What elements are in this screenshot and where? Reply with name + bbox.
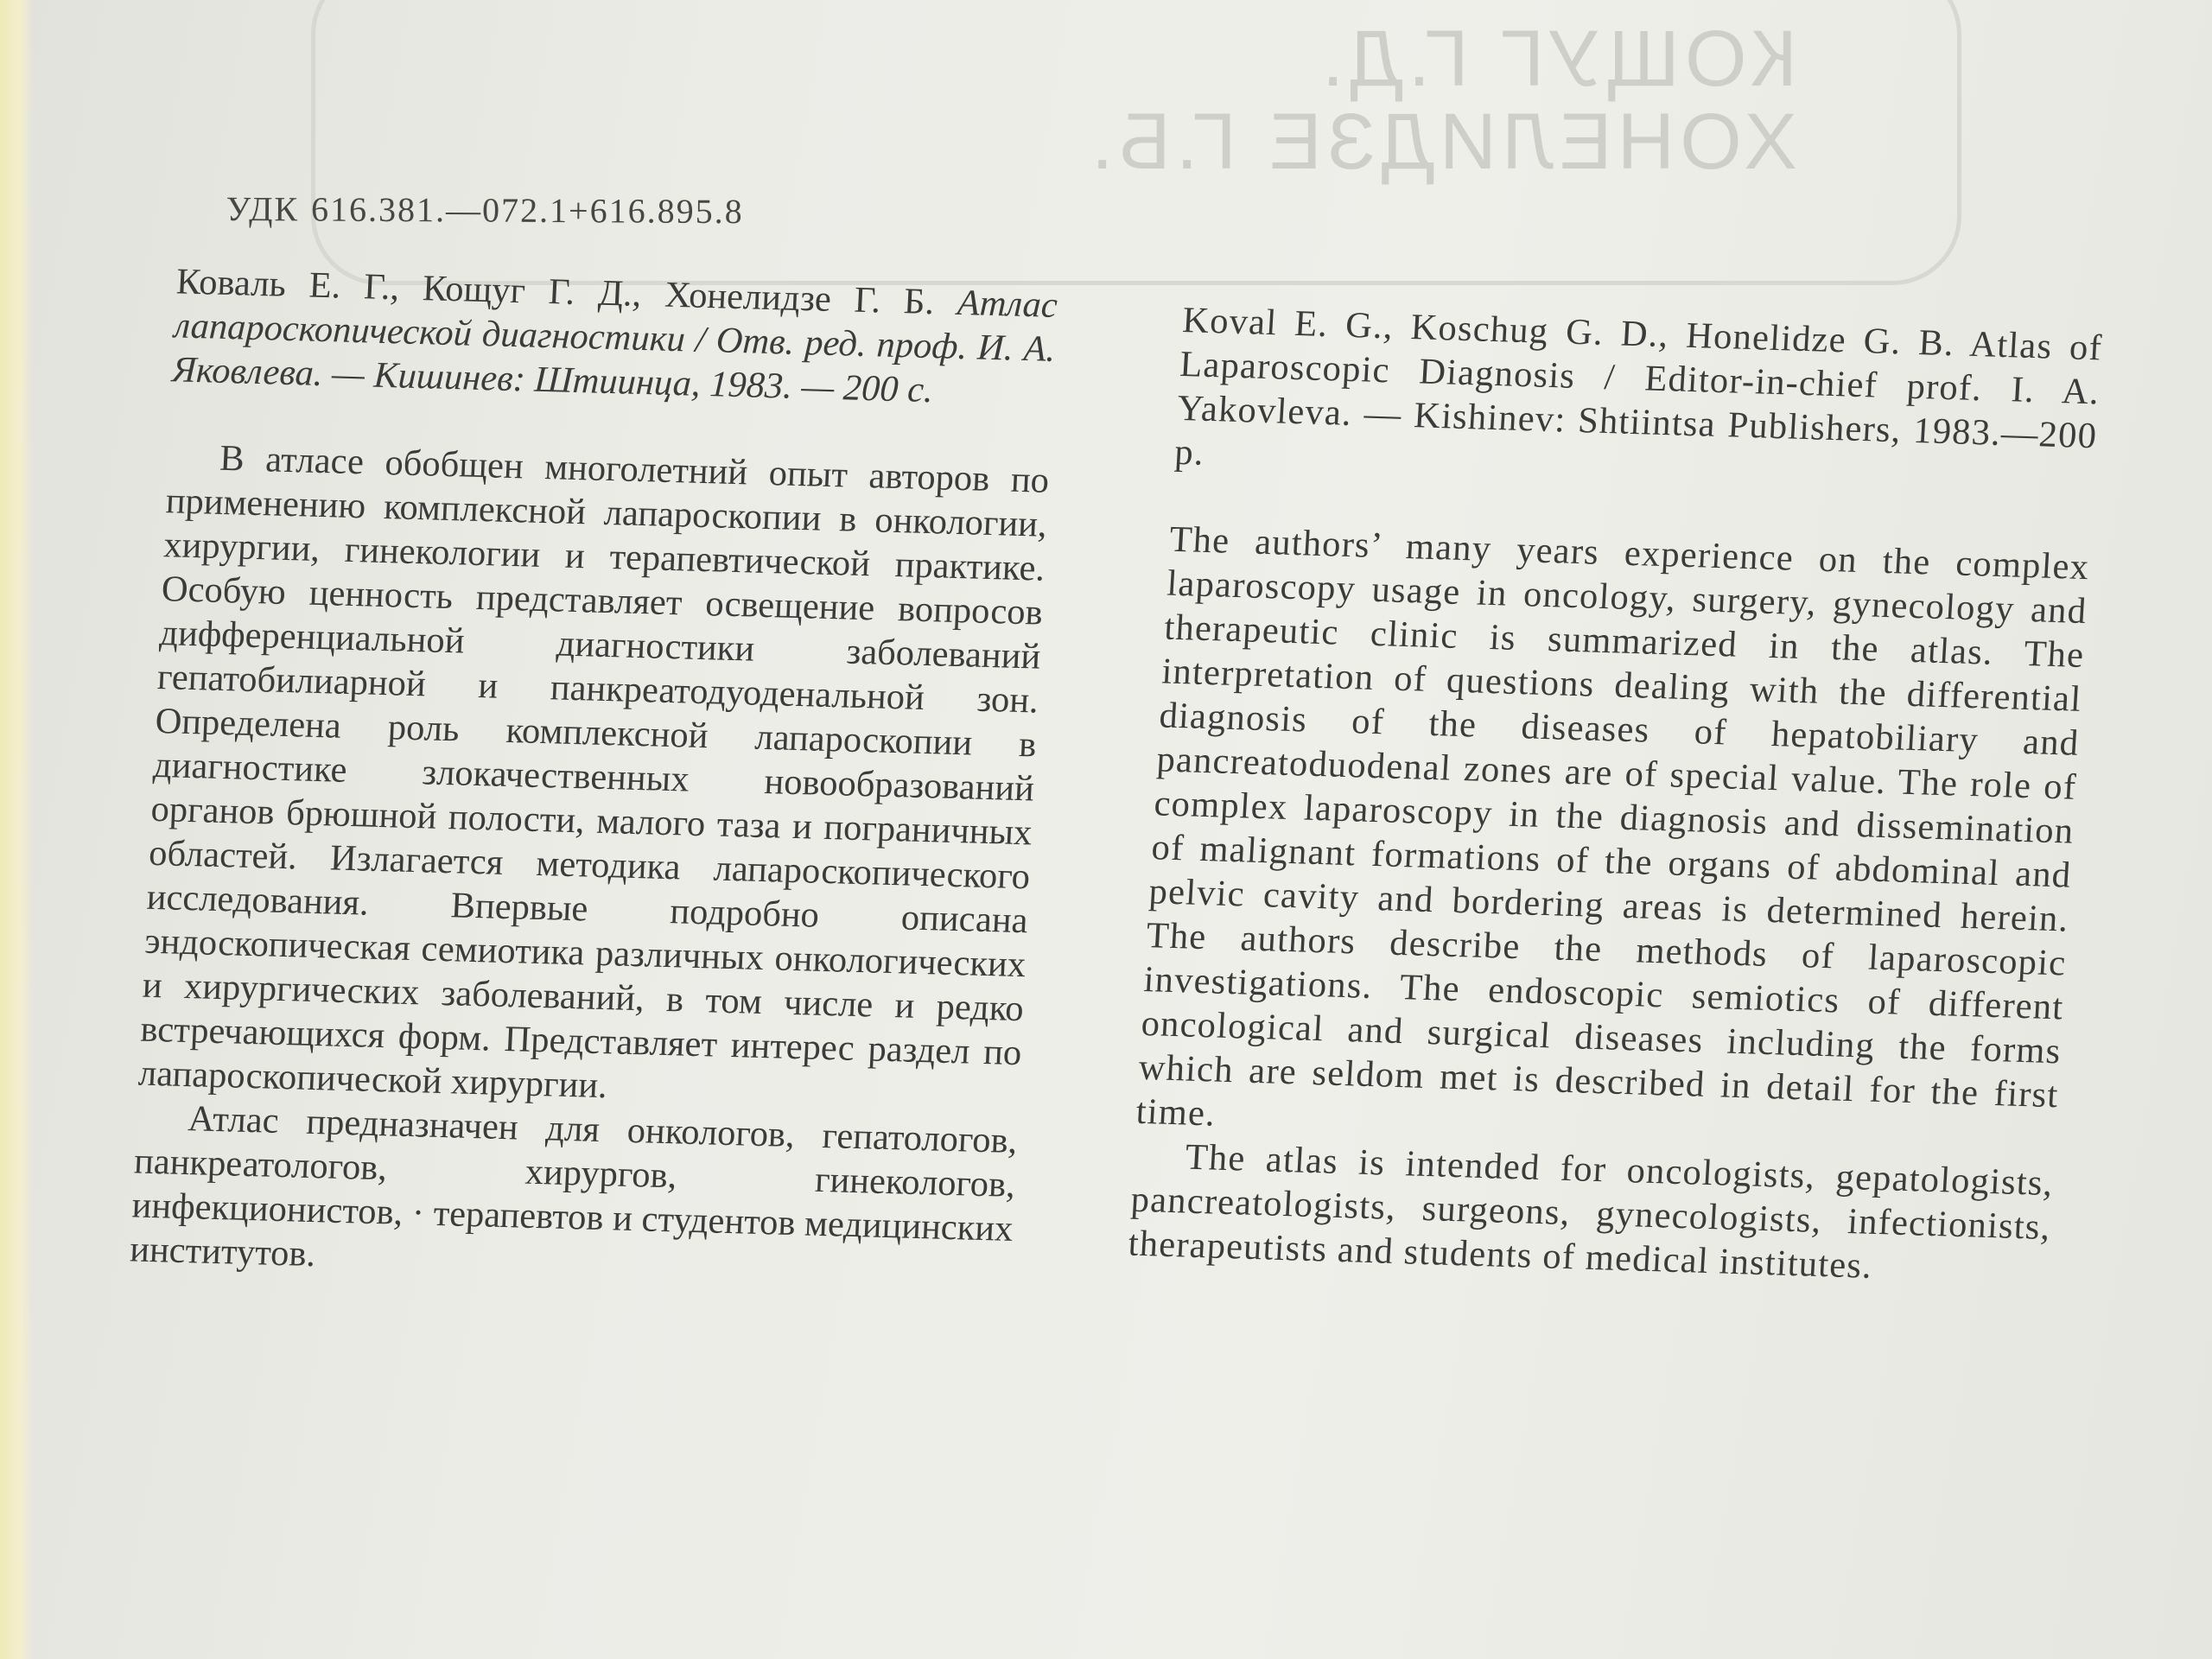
udc-line	[226, 188, 756, 232]
page-edge	[0, 0, 33, 1659]
english-abstract: The authors’ many years experience on the complex laparoscopy usage in oncology, surgery, gynecology and therapeutic clinic is summarized in the atlas. The interpretation of questions dealing with the differential diagnosis of the diseases of hepatobiliary and pancreatoduodenal zones are of special value. The role of complex laparoscopy in the diagnosis and dissemination of malignant formations of the organs of abdominal and pelvic cavity and bordering areas is determined herein. The authors describe the methods of laparoscopic investigations. The endoscopic semiotics of different oncological and surgical diseases including the forms which are seldom met is described in detail for the first time.	[1135, 518, 2091, 1135]
russian-reference-details: Атлас лапароскопической диагностики / Отв. ред. проф. И. А. Яковлева. — Кишинев: Штиинца, 1983. — 200 с.	[171, 282, 1058, 411]
english-audience: The atlas is intended for oncologists, gepatologists, pancreatologists, surgeons, gynecologists, infectionists, therapeutists and students of medical institutes.	[1127, 1136, 2055, 1287]
russian-authors: Коваль Е. Г., Кощуг Г. Д., Хонелидзе Г. Б.	[175, 261, 936, 323]
show-through-line-1: КОЩУГ Г.Д.	[1316, 15, 1797, 103]
english-column	[1127, 298, 2103, 1294]
show-through-text	[804, 17, 1797, 190]
udc-label: УДК	[226, 188, 300, 229]
english-reference: Koval E. G., Koschug G. D., Honelidze G. B. Atlas of Laparoscopic Diagnosis / Editor-in-chief prof. I. A. Yakovleva. — Kishinev: Shtiintsa Publishers, 1983.—200 p.	[1173, 299, 2104, 474]
russian-reference	[171, 259, 1058, 415]
russian-audience: Атлас предназначен для онкологов, гепатологов, панкреатологов, хирургов, гинекологов, инфекционистов, · терапевтов и студентов медицинских институтов.	[129, 1098, 1019, 1275]
show-through-line-2: ХОНЕЛИДЗЕ Г.Б.	[1085, 98, 1797, 186]
russian-abstract: В атласе обобщен многолетний опыт авторов по применению комплексной лапароскопии в онкологии, хирургии, гинекологии и терапевтической практике. Особую ценность представляет освещение вопросов дифференциальной диагностики заболеваний гепатобилиарной и панкреатодуоденальной зон. Определена роль комплексной лапароскопии в диагностике злокачественных новообразований органов брюшной полости, малого таза и пограничных областей. Излагается методика лапароскопического исследования. Впервые подробно описана эндоскопическая семиотика различных онкологических и хирургических заболеваний, в том числе и редко встречающихся форм. Представляет интерес раздел по лапароскопической хирургии.	[137, 437, 1051, 1107]
russian-column	[129, 259, 1058, 1294]
udc-code: 616.381.—072.1+616.895.8	[311, 189, 744, 232]
